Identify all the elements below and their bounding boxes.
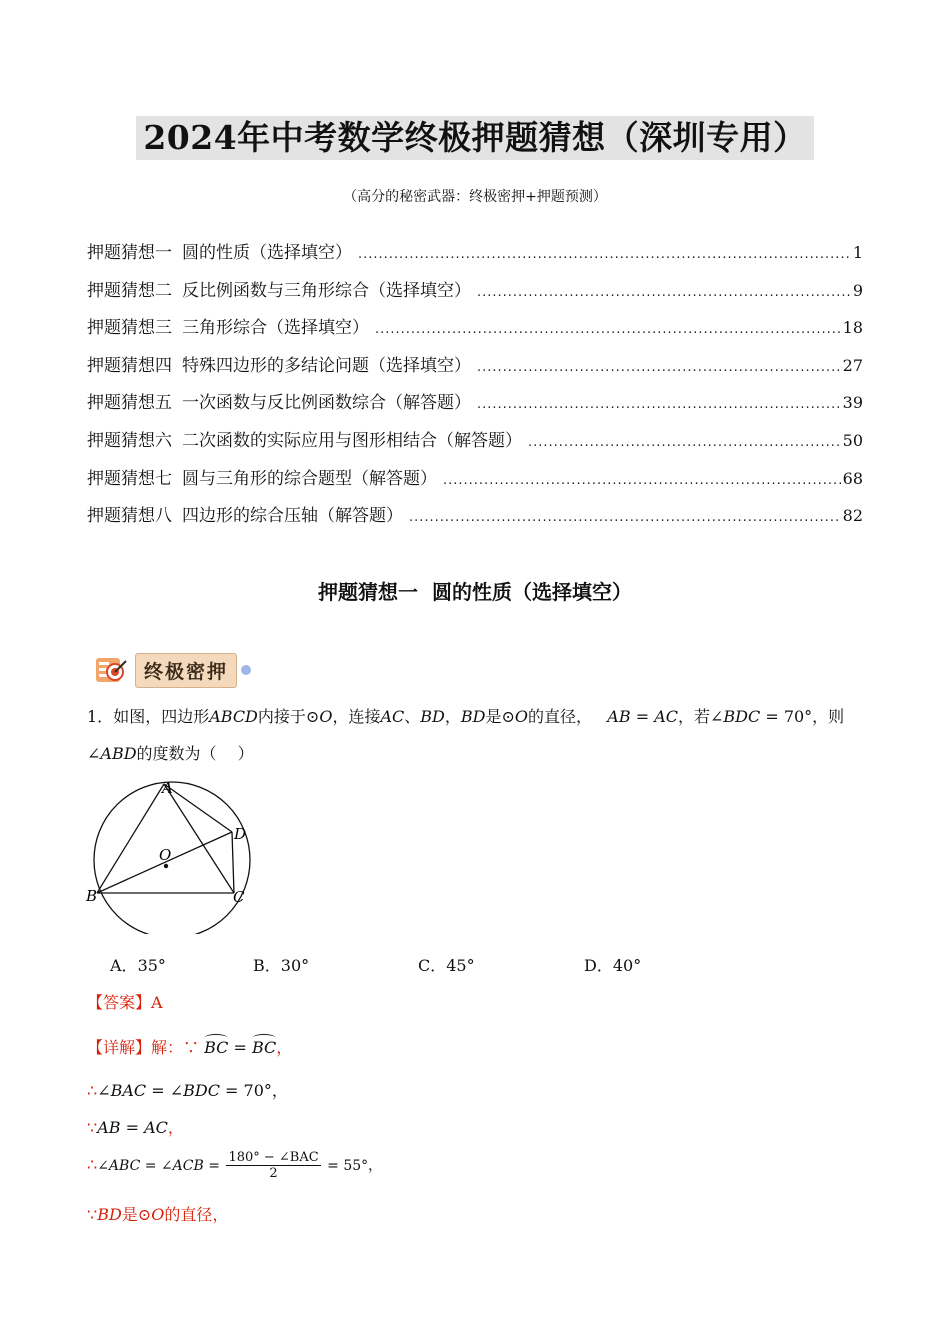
segment-ab bbox=[97, 784, 164, 893]
toc-entry-page: 1 bbox=[852, 243, 863, 262]
toc-entry-topic: 反比例函数与三角形综合（选择填空） bbox=[182, 280, 471, 301]
arc-bc: BC bbox=[204, 1038, 229, 1057]
toc-entry[interactable] bbox=[87, 426, 863, 464]
label-d: D bbox=[234, 825, 247, 843]
detail-line3 bbox=[87, 1115, 184, 1138]
toc-entry[interactable] bbox=[87, 388, 863, 426]
stem-text: ， bbox=[444, 707, 461, 726]
choice-value: 30° bbox=[280, 956, 310, 975]
toc-entry-page: 9 bbox=[852, 280, 863, 300]
fraction-numerator: 180° − ∠BAC bbox=[228, 1150, 319, 1165]
toc-entry[interactable] bbox=[87, 238, 863, 276]
stem-text: = 70°，则 bbox=[760, 707, 845, 726]
fraction-denominator: 2 bbox=[269, 1166, 278, 1181]
stem-var: ABCD bbox=[209, 707, 258, 726]
toc-leader-dots bbox=[477, 397, 841, 412]
question-number: 1． bbox=[87, 707, 114, 726]
stem-text: = bbox=[630, 707, 655, 726]
stem-var: BDC bbox=[723, 707, 761, 726]
stem-var: AB bbox=[607, 707, 631, 726]
toc-entry-topic: 特殊四边形的多结论问题（选择填空） bbox=[182, 355, 471, 376]
detail-text: ， bbox=[167, 1118, 184, 1137]
toc-entry-label: 押题猜想二 bbox=[87, 280, 172, 301]
detail-text: = bbox=[228, 1038, 252, 1057]
detail-math: BDC bbox=[183, 1081, 220, 1100]
answer-tag: 【答案】 bbox=[87, 993, 152, 1012]
toc-entry[interactable] bbox=[87, 276, 863, 314]
segment-ad bbox=[164, 784, 232, 832]
question-stem-line1 bbox=[87, 704, 844, 727]
stem-text: 的直径， bbox=[528, 707, 593, 726]
circle-o bbox=[94, 782, 250, 934]
label-c: C bbox=[233, 888, 245, 906]
stem-text: 是⊙ bbox=[485, 707, 515, 726]
detail-line4 bbox=[87, 1150, 382, 1181]
toc-entry-page: 82 bbox=[842, 506, 863, 526]
detail-math: ACB bbox=[172, 1158, 204, 1174]
toc-entry[interactable] bbox=[87, 501, 863, 539]
detail-math: AC bbox=[144, 1118, 168, 1137]
stem-var: O bbox=[514, 707, 529, 726]
choice-value: 35° bbox=[137, 956, 166, 975]
question-stem-line2 bbox=[87, 741, 254, 764]
segment-ac bbox=[164, 784, 234, 893]
stem-text: ，连接 bbox=[332, 707, 381, 726]
toc-leader-dots bbox=[409, 510, 841, 525]
detail-line2 bbox=[87, 1078, 288, 1101]
detail-text: ， bbox=[276, 1038, 293, 1057]
answer-line bbox=[87, 990, 163, 1013]
detail-text: = ∠ bbox=[146, 1081, 184, 1100]
center-point bbox=[164, 864, 168, 868]
detail-text: = 55°， bbox=[322, 1158, 383, 1174]
detail-text: 解：∵ bbox=[151, 1038, 200, 1057]
toc-entry-topic: 三角形综合（选择填空） bbox=[182, 318, 369, 339]
because-symbol: ∵ bbox=[87, 1205, 98, 1224]
toc-entry-label: 押题猜想五 bbox=[87, 393, 172, 414]
choice-value: 45° bbox=[446, 956, 475, 975]
choice-letter: A． bbox=[110, 956, 138, 975]
detail-text: 是⊙ bbox=[121, 1205, 152, 1224]
detail-math: O bbox=[151, 1205, 165, 1224]
therefore-symbol: ∴ bbox=[87, 1155, 98, 1174]
choice-b[interactable] bbox=[253, 953, 309, 976]
toc-entry-page: 27 bbox=[842, 355, 863, 375]
stem-var: O bbox=[319, 707, 333, 726]
section-heading-topic: 圆的性质（选择填空） bbox=[431, 580, 632, 604]
circle-figure bbox=[82, 774, 262, 934]
toc-entry-label: 押题猜想八 bbox=[87, 506, 172, 527]
toc-entry-topic: 四边形的综合压轴（解答题） bbox=[182, 506, 403, 527]
toc-entry[interactable] bbox=[87, 351, 863, 389]
detail-text: = 70°， bbox=[219, 1081, 288, 1100]
detail-text: = bbox=[120, 1118, 145, 1137]
stem-var: AC bbox=[380, 707, 405, 726]
toc-leader-dots bbox=[375, 322, 841, 337]
section-badge bbox=[95, 653, 252, 687]
stem-text: 、 bbox=[404, 707, 421, 726]
document-title: 2024年中考数学终极押题猜想（深圳专用） bbox=[136, 116, 814, 160]
detail-text: = ∠ bbox=[140, 1158, 173, 1174]
label-a: A bbox=[162, 779, 173, 797]
arc-bc: BC bbox=[252, 1038, 277, 1057]
choice-a[interactable] bbox=[110, 953, 166, 976]
toc-entry-topic: 二次函数的实际应用与图形相结合（解答题） bbox=[182, 430, 522, 451]
toc-entry[interactable] bbox=[87, 313, 863, 351]
toc-entry-page: 39 bbox=[842, 393, 863, 413]
toc-leader-dots bbox=[477, 360, 841, 375]
toc-entry-label: 押题猜想六 bbox=[87, 430, 172, 451]
detail-math: AB bbox=[97, 1118, 121, 1137]
fraction bbox=[226, 1150, 320, 1181]
toc-entry-label: 押题猜想七 bbox=[87, 468, 172, 489]
section-heading-label: 押题猜想一 bbox=[318, 580, 419, 604]
choice-letter: B． bbox=[253, 956, 281, 975]
choice-value: 40° bbox=[612, 956, 642, 975]
choice-c[interactable] bbox=[418, 953, 475, 976]
toc-entry-label: 押题猜想三 bbox=[87, 318, 172, 339]
toc-leader-dots bbox=[443, 473, 841, 488]
stem-text: 的度数为（ ） bbox=[136, 744, 254, 763]
toc-leader-dots bbox=[477, 285, 851, 300]
stem-var: AC bbox=[654, 707, 678, 726]
toc-entry-label: 押题猜想四 bbox=[87, 355, 172, 376]
detail-text: = bbox=[203, 1158, 225, 1174]
label-b: B bbox=[86, 887, 98, 905]
choice-letter: D． bbox=[584, 956, 613, 975]
stem-text: 如图，四边形 bbox=[113, 707, 210, 726]
toc-entry-topic: 圆与三角形的综合题型（解答题） bbox=[182, 468, 437, 489]
section-badge-label: 终极密押 bbox=[135, 653, 237, 688]
stem-var: BD bbox=[420, 707, 445, 726]
detail-math: ∠ABC bbox=[97, 1158, 141, 1174]
toc-entry-topic: 一次函数与反比例函数综合（解答题） bbox=[182, 393, 471, 414]
toc-entry-page: 18 bbox=[842, 318, 863, 338]
stem-var: BD bbox=[460, 707, 486, 726]
detail-math: ∠BAC bbox=[97, 1081, 147, 1100]
toc-entry-page: 68 bbox=[842, 468, 863, 488]
because-symbol: ∵ bbox=[87, 1118, 98, 1137]
detail-line1 bbox=[87, 1035, 292, 1058]
therefore-symbol: ∴ bbox=[87, 1081, 98, 1100]
stem-text: 内接于⊙ bbox=[257, 707, 320, 726]
detail-text: 的直径， bbox=[164, 1205, 229, 1224]
answer-value: A bbox=[151, 993, 163, 1012]
table-of-contents bbox=[87, 238, 863, 539]
toc-entry[interactable] bbox=[87, 464, 863, 502]
stem-var: ABD bbox=[100, 744, 137, 763]
choice-d[interactable] bbox=[584, 953, 641, 976]
document-subtitle: （高分的秘密武器：终极密押+押题预测） bbox=[343, 189, 607, 205]
label-o: O bbox=[159, 846, 172, 864]
detail-tag: 【详解】 bbox=[87, 1038, 152, 1057]
section-heading bbox=[0, 576, 950, 605]
toc-entry-topic: 圆的性质（选择填空） bbox=[182, 243, 352, 263]
detail-line5 bbox=[87, 1202, 228, 1225]
toc-entry-label: 押题猜想一 bbox=[87, 243, 172, 263]
toc-leader-dots bbox=[358, 247, 851, 262]
choice-letter: C． bbox=[418, 956, 447, 975]
toc-entry-page: 50 bbox=[842, 430, 863, 450]
stem-text: ，若∠ bbox=[677, 707, 724, 726]
dot-icon bbox=[240, 664, 252, 676]
detail-math: BD bbox=[97, 1205, 122, 1224]
toc-leader-dots bbox=[528, 435, 841, 450]
stem-text: ∠ bbox=[87, 744, 101, 763]
target-icon bbox=[95, 655, 129, 685]
